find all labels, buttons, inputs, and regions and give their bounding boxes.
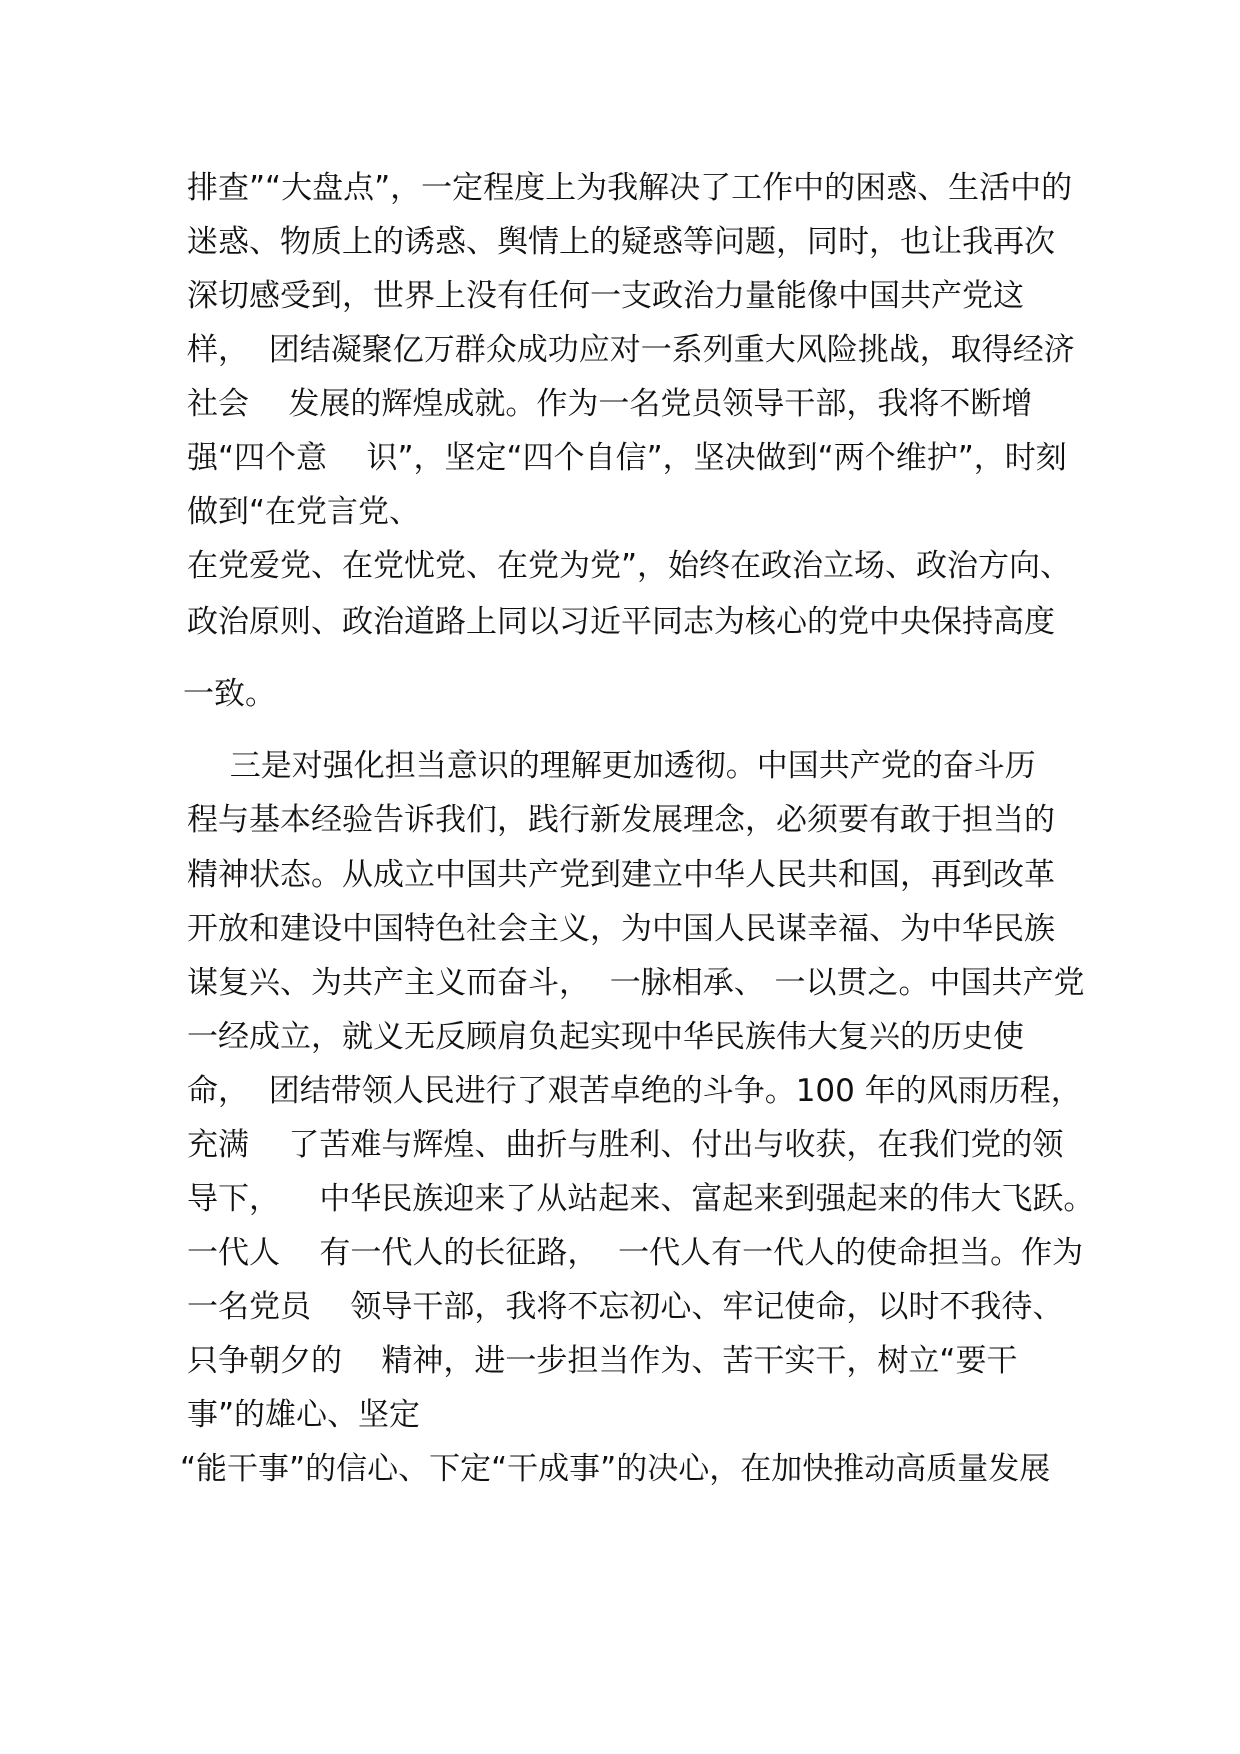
body-line: 排查”“大盘点”，一定程度上为我解决了工作中的困惑、生活中的	[187, 170, 1073, 206]
body-line: 做到“在党言党、	[187, 494, 421, 530]
body-line: 精神状态。从成立中国共产党到建立中华人民共和国，再到改革	[187, 857, 1055, 893]
body-line: 样， 团结凝聚亿万群众成功应对一系列重大风险挑战，取得经济	[187, 332, 1075, 368]
body-line: 命， 团结带领人民进行了艰苦卓绝的斗争。100 年的风雨历程，	[187, 1073, 1082, 1109]
body-line: 在党爱党、在党忧党、在党为党”，始终在政治立场、政治方向、	[187, 548, 1072, 584]
body-line: 强“四个意 识”，坚定“四个自信”，坚决做到“两个维护”，时刻	[187, 440, 1067, 476]
body-line: 一致。	[183, 676, 276, 712]
body-line: “能干事”的信心、下定“干成事”的决心，在加快推动高质量发展	[180, 1451, 1051, 1487]
body-line: 社会 发展的辉煌成就。作为一名党员领导干部，我将不断增	[187, 386, 1033, 422]
body-line: 只争朝夕的 精神，进一步担当作为、苦干实干，树立“要干	[187, 1343, 1018, 1379]
body-line: 一名党员 领导干部，我将不忘初心、牢记使命，以时不我待、	[187, 1289, 1064, 1325]
body-line: 导下， 中华民族迎来了从站起来、富起来到强起来的伟大飞跃。	[187, 1181, 1095, 1217]
body-line: 开放和建设中国特色社会主义，为中国人民谋幸福、为中华民族	[187, 911, 1055, 947]
body-line: 程与基本经验告诉我们，践行新发展理念，必须要有敢于担当的	[187, 802, 1055, 838]
body-line: 充满 了苦难与辉煌、曲折与胜利、付出与收获，在我们党的领	[187, 1127, 1064, 1163]
body-line: 深切感受到，世界上没有任何一支政治力量能像中国共产党这	[187, 278, 1024, 314]
body-line: 一代人 有一代人的长征路， 一代人有一代人的使命担当。作为	[187, 1235, 1084, 1271]
body-line: 政治原则、政治道路上同以习近平同志为核心的党中央保持高度	[187, 604, 1055, 640]
body-line: 事”的雄心、坚定	[187, 1397, 421, 1433]
paragraph-first-line: 三是对强化担当意识的理解更加透彻。中国共产党的奋斗历	[210, 748, 1036, 784]
body-line: 谋复兴、为共产主义而奋斗， 一脉相承、 一以贯之。中国共产党	[187, 965, 1085, 1001]
body-line: 一经成立，就义无反顾肩负起实现中华民族伟大复兴的历史使	[187, 1019, 1024, 1055]
body-line: 迷惑、物质上的诱惑、舆情上的疑惑等问题，同时，也让我再次	[187, 224, 1055, 260]
